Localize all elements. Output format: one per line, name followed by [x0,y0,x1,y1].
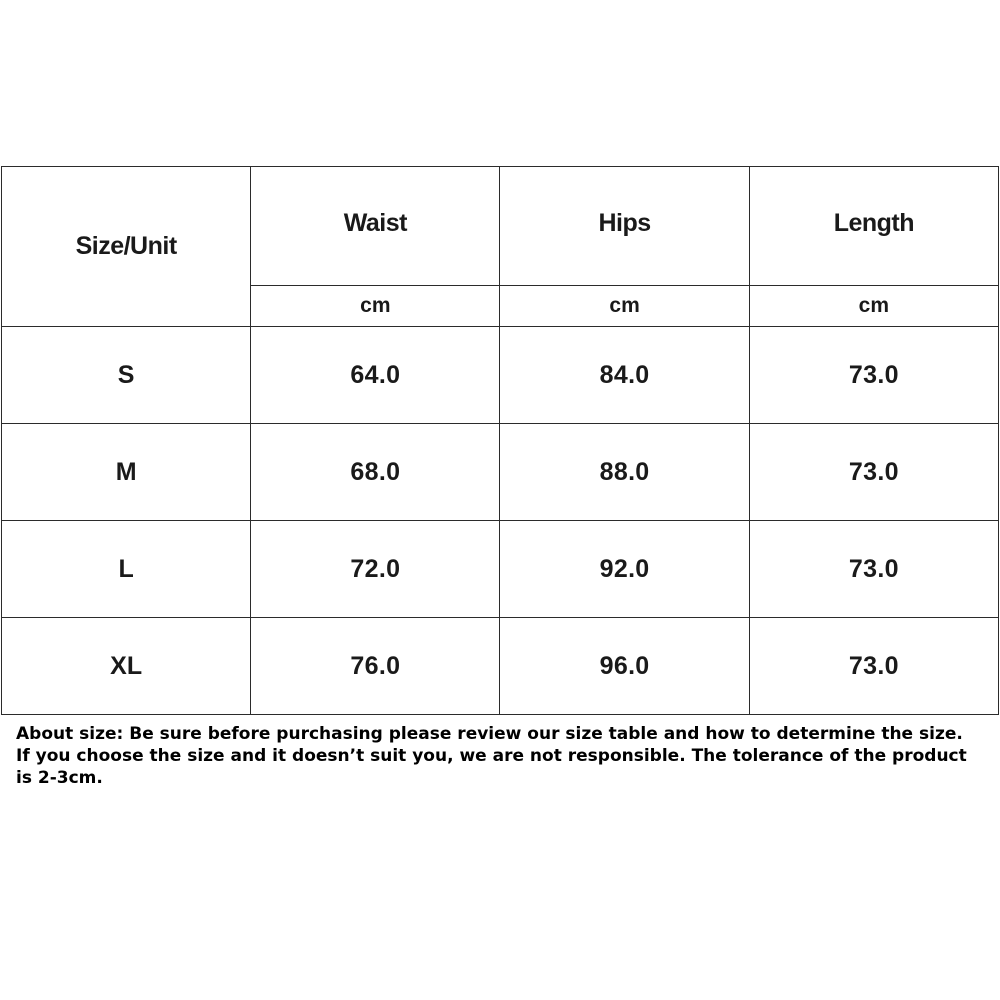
disclaimer-line: is 2-3cm. [16,768,103,788]
hips-header-label: Hips [598,208,651,237]
waist-unit: cm [251,286,500,327]
waist-cell: 68.0 [251,424,500,521]
header-row [2,167,999,286]
length-header-label: Length [833,208,915,237]
size-cell: XL [2,618,251,715]
table-row [2,618,999,715]
size-cell: L [2,521,251,618]
hips-cell: 92.0 [500,521,749,618]
size-table [1,166,999,715]
table-row [2,521,999,618]
waist-cell: 72.0 [251,521,500,618]
hips-unit: cm [500,286,749,327]
table-row [2,424,999,521]
length-cell: 73.0 [749,618,998,715]
waist-cell: 64.0 [251,327,500,424]
hips-cell: 96.0 [500,618,749,715]
disclaimer-line: About size: Be sure before purchasing please review our size table and how to determine the size. [16,724,963,744]
hips-header [500,167,749,286]
hips-cell: 88.0 [500,424,749,521]
disclaimer-line: If you choose the size and it doesn’t suit you, we are not responsible. The tolerance of the product [16,746,967,766]
hips-cell: 84.0 [500,327,749,424]
waist-cell: 76.0 [251,618,500,715]
size-cell: M [2,424,251,521]
length-cell: 73.0 [749,521,998,618]
waist-header [251,167,500,286]
waist-header-label: Waist [343,208,407,237]
length-cell: 73.0 [749,327,998,424]
size-disclaimer [16,723,996,789]
length-cell: 73.0 [749,424,998,521]
table-row [2,327,999,424]
size-cell: S [2,327,251,424]
length-header [749,167,998,286]
size-unit-header: Size/Unit [2,167,251,327]
length-unit: cm [749,286,998,327]
